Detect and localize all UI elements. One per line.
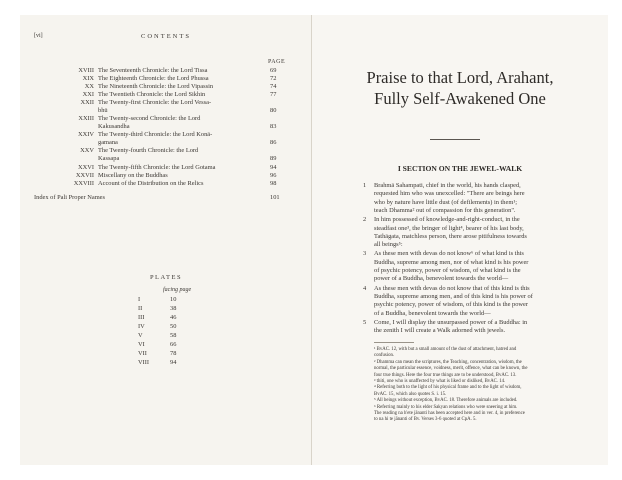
- title-divider: [430, 139, 480, 140]
- page-folio: [vi]: [34, 33, 43, 39]
- toc-entry-title: [98, 172, 256, 180]
- toc-roman-numeral: XXVI: [78, 164, 94, 171]
- toc-title-line: gamana: [98, 139, 118, 146]
- verse-line: Buddha, supreme among men, nor of what kind is his power: [374, 258, 529, 266]
- verse-line: As these men with devas do not know that of this kind is this: [374, 284, 530, 292]
- toc-title-line: The Twenty-fourth Chronicle: the Lord: [98, 147, 199, 154]
- plate-page-number: 58: [170, 332, 177, 339]
- toc-entry-title: [98, 83, 256, 91]
- footnote-divider: [374, 342, 414, 343]
- plate-number: II: [138, 305, 143, 312]
- toc-roman-numeral: XXVII: [75, 172, 94, 179]
- footnote-line: confusion.: [374, 353, 395, 359]
- toc-entry-title: [98, 147, 256, 163]
- section-heading: I SECTION ON THE JEWEL-WALK: [397, 164, 523, 173]
- toc-title-line: The Eighteenth Chronicle: the Lord Phussa: [98, 75, 209, 82]
- toc-title-line: Kassapa: [98, 155, 120, 162]
- plate-page-number: 50: [170, 323, 177, 330]
- verse-line: Come, I will display the unsurpassed power of a Buddha: in: [374, 318, 528, 326]
- verse-line: who by nature have little dust (of defilements) in them¹;: [374, 198, 518, 206]
- plate-number: V: [138, 332, 143, 339]
- verse-line: Tathāgata, matchless person, there arose pitifulness towards: [374, 232, 527, 240]
- footnote-line: ¹ BvAC. 12, with but a small amount of the dust of attachment, hatred and: [374, 347, 517, 352]
- footnote-line: The reading na h'ete jānanti has been accepted here and in ver. 4, in preference: [374, 411, 525, 416]
- toc-page-number: 74: [270, 83, 277, 90]
- toc-page-number: 98: [270, 180, 277, 187]
- plate-number: I: [138, 296, 141, 303]
- footnote-line: ⁴ Referring both to the light of his physical frame and to the light of wisdom,: [374, 385, 522, 391]
- verse-line: Brahmā Sahampati, chief in the world, his hands clasped,: [374, 182, 521, 189]
- toc-page-number: 94: [270, 164, 277, 171]
- title-line: Praise to that Lord, Arahant,: [366, 68, 554, 87]
- contents-page: [20, 15, 312, 465]
- footnote-line: four true things. Here the four true things are to be understood, BvAC. 13.: [374, 372, 517, 378]
- plates-heading: PLATES: [149, 274, 183, 281]
- plate-number: VII: [138, 350, 147, 357]
- verse-line: Buddha, supreme among men, and of this kind is his power of: [374, 292, 533, 300]
- verse-line: teach Dhamma² out of compassion for this generation".: [374, 206, 516, 214]
- toc-page-number: 86: [270, 139, 277, 146]
- toc-title-line: bhū: [98, 107, 108, 114]
- toc-title-line: Miscellany on the Buddhas: [98, 172, 168, 179]
- verse-line: of psychic potency, power of wisdom, of what kind is the: [374, 267, 521, 274]
- toc-title-line: The Twenty-fifth Chronicle: the Lord Gotama: [98, 164, 216, 171]
- verse-line: all beings⁵:: [374, 241, 403, 249]
- text-page: [312, 15, 608, 465]
- toc-title-line: Account of the Distribution on the Relics: [98, 180, 204, 187]
- toc-roman-numeral: XX: [84, 83, 94, 90]
- verse-line: psychic potency, power of wisdom, of this kind is the power: [374, 301, 528, 309]
- page-column-label: PAGE: [268, 59, 286, 65]
- toc-page-number: 77: [270, 91, 277, 98]
- footnote-line: BvAC. 15, which also quotes S. i. 15.: [374, 391, 447, 397]
- facing-page-label: facing page: [163, 287, 192, 293]
- plate-page-number: 66: [170, 341, 177, 348]
- toc-roman-numeral: XXI: [82, 91, 94, 98]
- toc-page-number: 69: [270, 67, 277, 74]
- verse-number: 2: [363, 216, 367, 224]
- plate-page-number: 78: [170, 350, 177, 357]
- toc-title-line: The Twenty-third Chronicle: the Lord Konā-: [98, 131, 213, 138]
- verse-line: of a Buddha, benevolent towards the world—: [374, 309, 491, 317]
- toc-roman-numeral: XXII: [80, 99, 94, 106]
- toc-entry-title: [34, 194, 254, 202]
- verse-number: 4: [363, 284, 367, 292]
- toc-page-number: 72: [270, 75, 277, 82]
- plate-number: III: [138, 314, 145, 321]
- toc-entry-title: [98, 115, 256, 131]
- toc-roman-numeral: XIX: [82, 75, 94, 82]
- toc-roman-numeral: XXIII: [78, 115, 94, 122]
- toc-entry-title: [98, 180, 256, 188]
- toc-title-line: Kakusandha: [98, 123, 130, 130]
- title-line: Fully Self-Awakened One: [374, 89, 546, 108]
- plate-page-number: 38: [170, 305, 177, 312]
- toc-roman-numeral: XXIV: [78, 131, 94, 138]
- verse-line: As these men with devas do not know⁶ of what kind is this: [374, 250, 524, 258]
- verse-number: 1: [363, 182, 367, 189]
- verse-line: the zenith I will create a Walk adorned with jewels.: [374, 327, 506, 335]
- toc-title-line: The Twenty-second Chronicle: the Lord: [98, 115, 201, 122]
- toc-page-number: 96: [270, 172, 277, 179]
- toc-entry-title: [98, 91, 256, 99]
- toc-entry-title: [98, 67, 256, 75]
- toc-page-number: 80: [270, 107, 277, 114]
- toc-roman-numeral: XXV: [80, 147, 94, 154]
- toc-entry-title: [98, 75, 256, 83]
- toc-entry-title: [98, 164, 256, 172]
- toc-title-line: The Twenty-first Chronicle: the Lord Vessa-: [98, 99, 212, 106]
- toc-page-number: 83: [270, 123, 277, 130]
- plate-number: IV: [138, 323, 145, 330]
- toc-roman-numeral: XXVIII: [73, 180, 94, 187]
- page-title: [312, 67, 608, 109]
- verse-line: power of a Buddha, benevolent towards the world—: [374, 275, 509, 283]
- verse-line: In him possessed of knowledge-and-right-conduct, in the: [374, 216, 520, 224]
- toc-entry-title: [98, 99, 256, 115]
- plate-page-number: 10: [170, 296, 177, 303]
- toc-entry-title: [98, 131, 256, 147]
- footnote-line: normal, the particular essence, voidness, merit, offence, what can be known, the: [374, 366, 528, 372]
- running-header: CONTENTS: [141, 33, 191, 40]
- plate-number: VIII: [138, 359, 149, 366]
- footnote-line: ³ thiti, one who is unaffected by what is liked or disliked, BvAC. 14.: [374, 379, 506, 384]
- footnote-line: ⁵ All beings without exception, BvAC. 18. Therefore animals are included.: [374, 398, 518, 404]
- plate-page-number: 94: [170, 359, 177, 366]
- verse-line: requested him who was unexcelled: "There are beings here: [374, 190, 525, 198]
- footnote-line: to na hi te jānanti of Bv. Verses 3-6 quoted at CpA. 5.: [374, 417, 477, 423]
- toc-page-number: 101: [270, 194, 280, 201]
- toc-title-line: The Twentieth Chronicle: the Lord Sikhin: [98, 91, 206, 98]
- toc-title-line: Index of Pali Proper Names: [34, 194, 105, 201]
- toc-roman-numeral: XVIII: [78, 67, 94, 74]
- footnote-line: ⁶ Referring mainly to his elder Sakyan relations who were sneering at him.: [374, 404, 518, 410]
- plate-page-number: 46: [170, 314, 177, 321]
- verse-number: 3: [363, 250, 367, 258]
- plate-number: VI: [138, 341, 145, 348]
- verse-number: 5: [363, 318, 367, 326]
- toc-page-number: 89: [270, 155, 277, 162]
- toc-title-line: The Nineteenth Chronicle: the Lord Vipassin: [98, 83, 214, 90]
- footnote-line: ² Dhamma can mean the scriptures, the Teaching, concentration, wisdom, the: [374, 359, 522, 365]
- toc-title-line: The Seventeenth Chronicle: the Lord Tissa: [98, 67, 208, 74]
- verse-line: steadfast one³, the bringer of light⁴, bearer of his last body,: [374, 224, 524, 232]
